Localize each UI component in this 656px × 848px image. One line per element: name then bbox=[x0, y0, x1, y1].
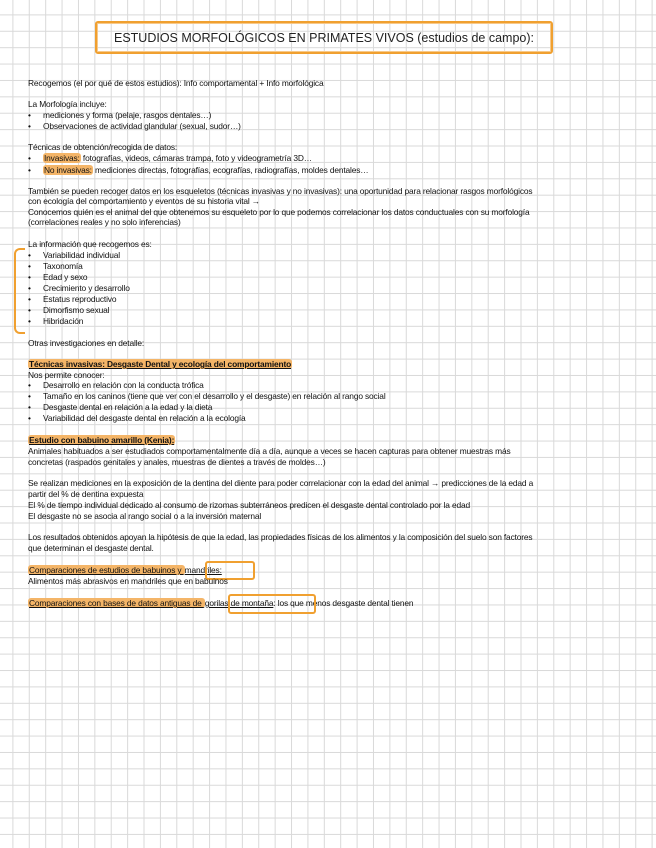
list-item: • Crecimiento y desarrollo bbox=[28, 283, 130, 293]
esqueletos-line: con ecología del comportamiento y eventos de su historia vital → bbox=[28, 196, 261, 206]
comparaciones-mandriles-text: Alimentos más abrasivos en mandriles que en babuinos bbox=[28, 576, 228, 586]
list-item: • mediciones y forma (pelaje, rasgos dentales…) bbox=[28, 110, 212, 120]
comparaciones-mandriles-heading: Comparaciones de estudios de babuinos y mandriles: bbox=[29, 565, 222, 575]
intro-line: Recogemos (el por qué de estos estudios): Info comportamental + Info morfológica bbox=[28, 78, 324, 88]
babuino-line: concretas (raspados genitales y anales, muestras de dientes a través de moldes…) bbox=[28, 457, 326, 467]
list-item: • Estatus reproductivo bbox=[28, 294, 117, 304]
resultados-line: Los resultados obtenidos apoyan la hipótesis de que la edad, las propiedades físicas de los alimentos y la composición del suelo son factores bbox=[28, 532, 533, 542]
title-box bbox=[95, 21, 553, 54]
list-item: • Desarrollo en relación con la conducta trófica bbox=[28, 380, 204, 390]
tecnicas-invasivas-heading: Técnicas invasivas: Desgaste Dental y ecología del comportamiento bbox=[29, 359, 292, 369]
list-item: • Taxonomía bbox=[28, 261, 83, 271]
list-item: • Observaciones de actividad glandular (sexual, sudor…) bbox=[28, 121, 241, 131]
informacion-heading: La información que recogemos es: bbox=[28, 239, 152, 249]
morfologia-heading: La Morfología incluye: bbox=[28, 99, 107, 109]
comparaciones-gorilas-line: Comparaciones con bases de datos antiguas de gorilas de montaña: los que menos desgaste dental tienen bbox=[29, 598, 414, 608]
exposicion-line: Se realizan mediciones en la exposición de la dentina del diente para poder correlacionar con la edad del animal → predicciones de la edad a bbox=[28, 478, 534, 488]
list-item: • Edad y sexo bbox=[28, 272, 88, 282]
highlight-box bbox=[228, 594, 316, 614]
resultados-line: que determinan el desgaste dental. bbox=[28, 543, 154, 553]
esqueletos-line: Conocemos quién es el animal del que obtenemos su esqueleto por lo que podemos correlacionar los datos conductuales con su morfología bbox=[28, 207, 530, 217]
otras-line: Otras investigaciones en detalle: bbox=[28, 338, 145, 348]
esqueletos-line: También se pueden recoger datos en los esqueletos (técnicas invasivas y no invasivas): una oportunidad para relacionar rasgos morfológicos bbox=[28, 186, 533, 196]
list-item: • Dimorfismo sexual bbox=[28, 305, 110, 315]
bracket-annotation bbox=[14, 248, 25, 334]
list-item: • Invasivas: fotografías, videos, cámaras trampa, foto y videogrametría 3D… bbox=[28, 153, 312, 163]
list-item: • Hibridación bbox=[28, 316, 84, 326]
list-item: • Tamaño en los caninos (tiene que ver con el desarrollo y el desgaste) en relación al rango social bbox=[28, 391, 386, 401]
page-title: ESTUDIOS MORFOLÓGICOS EN PRIMATES VIVOS (estudios de campo): bbox=[113, 30, 534, 45]
babuino-heading: Estudio con babuino amarillo (Kenia): bbox=[29, 435, 175, 445]
list-item: • Variabilidad del desgaste dental en relación a la ecología bbox=[28, 413, 246, 423]
exposicion-line: El % de tiempo individual dedicado al consumo de rizomas subterráneos predicen el desgaste dental controlado por la edad bbox=[28, 500, 470, 510]
tecnicas-invasivas-sub: Nos permite conocer: bbox=[28, 370, 105, 380]
exposicion-line: partir del % de dentina expuesta bbox=[28, 489, 144, 499]
list-item: • No invasivas: mediciones directas, fotografías, ecografías, radiografías, moldes dentales… bbox=[28, 165, 369, 175]
tecnicas-heading: Técnicas de obtención/recogida de datos: bbox=[28, 142, 178, 152]
exposicion-line: El desgaste no se asocia al rango social o a la inversión maternal bbox=[28, 511, 262, 521]
list-item: • Variabilidad individual bbox=[28, 250, 120, 260]
babuino-line: Animales habituados a ser estudiados comportamentalmente día a día, aunque a veces se hacen capturas para obtener muestras más bbox=[28, 446, 511, 456]
list-item: • Desgaste dental en relación a la edad y la dieta bbox=[28, 402, 213, 412]
esqueletos-line: (correlaciones reales y no solo inferencias) bbox=[28, 217, 181, 227]
